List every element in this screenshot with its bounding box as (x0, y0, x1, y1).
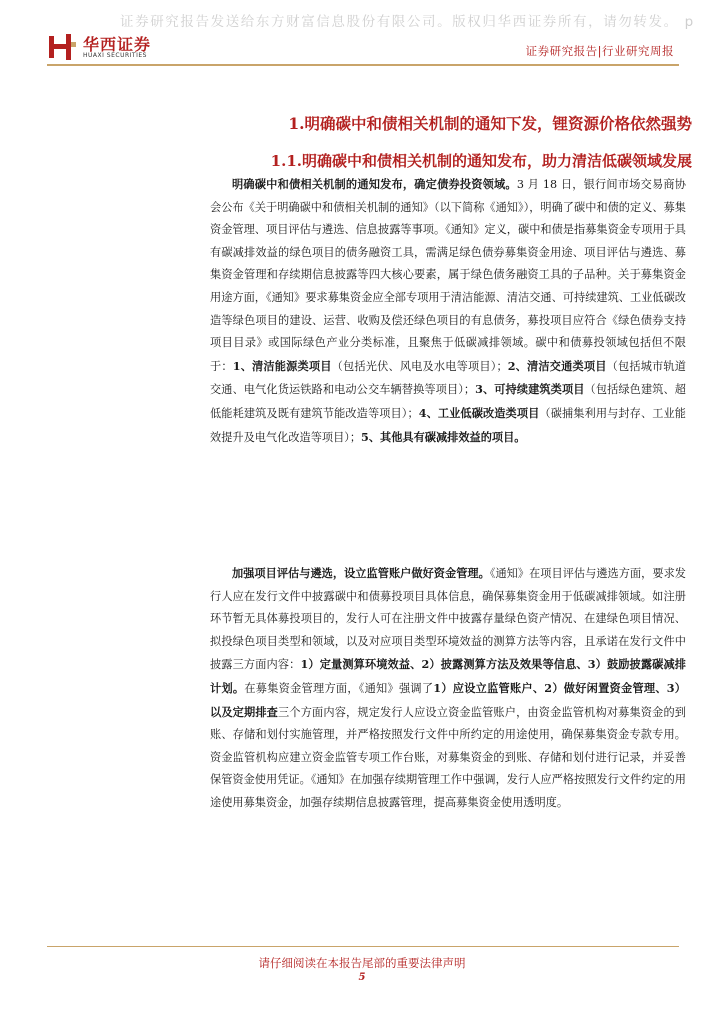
para2-disclosure-items: 1）定量测算环境效益、2）披露测算方法及效果等信息、3）鼓励披露碳减排计划。 (210, 657, 686, 695)
para1-lead: 明确碳中和债相关机制的通知发布，确定债券投资领域。 (232, 177, 517, 191)
huaxi-logo-icon (47, 32, 77, 62)
legal-disclaimer-note: 请仔细阅读在本报告尾部的重要法律声明 (258, 956, 466, 970)
report-type-label: 证券研究报告|行业研究周报 (525, 44, 674, 58)
logo-english-name: HUAXI SECURITIES (83, 52, 147, 59)
para1-item-3: 3、可持续建筑类项目 (475, 382, 585, 397)
logo-chinese-name: 华西证券 (83, 35, 152, 54)
para2-text-2: 在募集资金管理方面，《通知》强调了 (244, 681, 434, 695)
para1-item-1: 1、清洁能源类项目 (232, 358, 332, 373)
para2-management-items: 1）应设立监管账户、2）做好闲置资金管理、3）以及定期排查 (210, 680, 686, 719)
section-heading: 1.明确碳中和债相关机制的通知下发，锂资源价格依然强势 (288, 114, 692, 133)
subsection-heading: 1.1.明确碳中和债相关机制的通知发布，助力清洁低碳领域发展 (270, 152, 692, 170)
para2-text: 《通知》在项目评估与遴选方面，要求发行人应在发行文件中披露碳中和债募投项目具体信息，确保募集资金用于低碳减排领域。如注册环节暂无具体募投项目的，发行人可在注册文件中披露存量绿色资产情况、在建绿色项目情况、拟投绿色项目类型和领域，以及对应项目类型环境效益的测算方法等内容，且承诺在发行文件中披露三方面内容： (210, 567, 686, 672)
watermark-text: 证券研究报告发送给东方财富信息股份有限公司。版权归华西证券所有，请勿转发。 p (120, 14, 695, 30)
header-divider (47, 64, 679, 66)
para2-lead: 加强项目评估与遴选，设立监管账户做好资金管理。 (232, 566, 490, 580)
para1-item-4-desc: （碳捕集利用与封存、工业能效提升及电气化改造等项目）； (210, 406, 686, 444)
para1-item-1-desc: （包括光伏、风电及水电等项目）； (331, 359, 508, 373)
body-paragraph-2 (210, 562, 686, 815)
company-logo (47, 32, 167, 62)
para1-item-2-desc: （包括城市轨道交通、电气化货运铁路和电动公交车辆替换等项目）； (210, 359, 686, 397)
para1-item-4: 4、工业低碳改造类项目 (418, 405, 540, 420)
para2-text-3: 三个方面内容，规定发行人应设立资金监管账户，由资金监管机构对募集资金的到账、存储和划付实施管理，并严格按照发行文件中所约定的用途使用，确保募集资金专款专用。资金监管机构应建立资金监管专项工作台账，对募集资金的到账、存储和划付进行记录，并妥善保管资金使用凭证。《通知》在加强存续期管理工作中强调，发行人应严格按照发行文件约定的用途使用募集资金，加强存续期信息披露管理，提高募集资金使用透明度。 (210, 705, 686, 809)
para1-item-5: 5、其他具有碳减排效益的项目。 (361, 429, 526, 444)
body-paragraph-1 (210, 173, 686, 449)
page-number: 5 (358, 972, 366, 983)
para1-item-2: 2、清洁交通类项目 (507, 358, 607, 373)
para1-item-3-desc: （包括绿色建筑、超低能耗建筑及既有建筑节能改造等项目）； (210, 383, 686, 420)
para1-text: 3 月 18 日，银行间市场交易商协会公布《关于明确碳中和债相关机制的通知》（以下简称《通知》），明确了碳中和债的定义、募集资金管理、项目评估与遴选、信息披露等事项。《通知》定义，碳中和债是指募集资金专项用于具有碳减排效益的绿色项目的债务融资工具，需满足绿色债券募集资金用途、项目评估与遴选、募集资金管理和存续期信息披露等四大核心要素，属于绿色债务融资工具的子品种。关于募集资金用途方面，《通知》要求募集资金应全部专项用于清洁能源、清洁交通、可持续建筑、工业低碳改造等绿色项目的建设、运营、收购及偿还绿色项目的有息债务，募投项目应符合《绿色债券支持项目目录》或国际绿色产业分类标准，且聚焦于低碳减排领域。碳中和债募投领域包括但不限于： (210, 178, 686, 373)
footer-divider (47, 946, 679, 947)
